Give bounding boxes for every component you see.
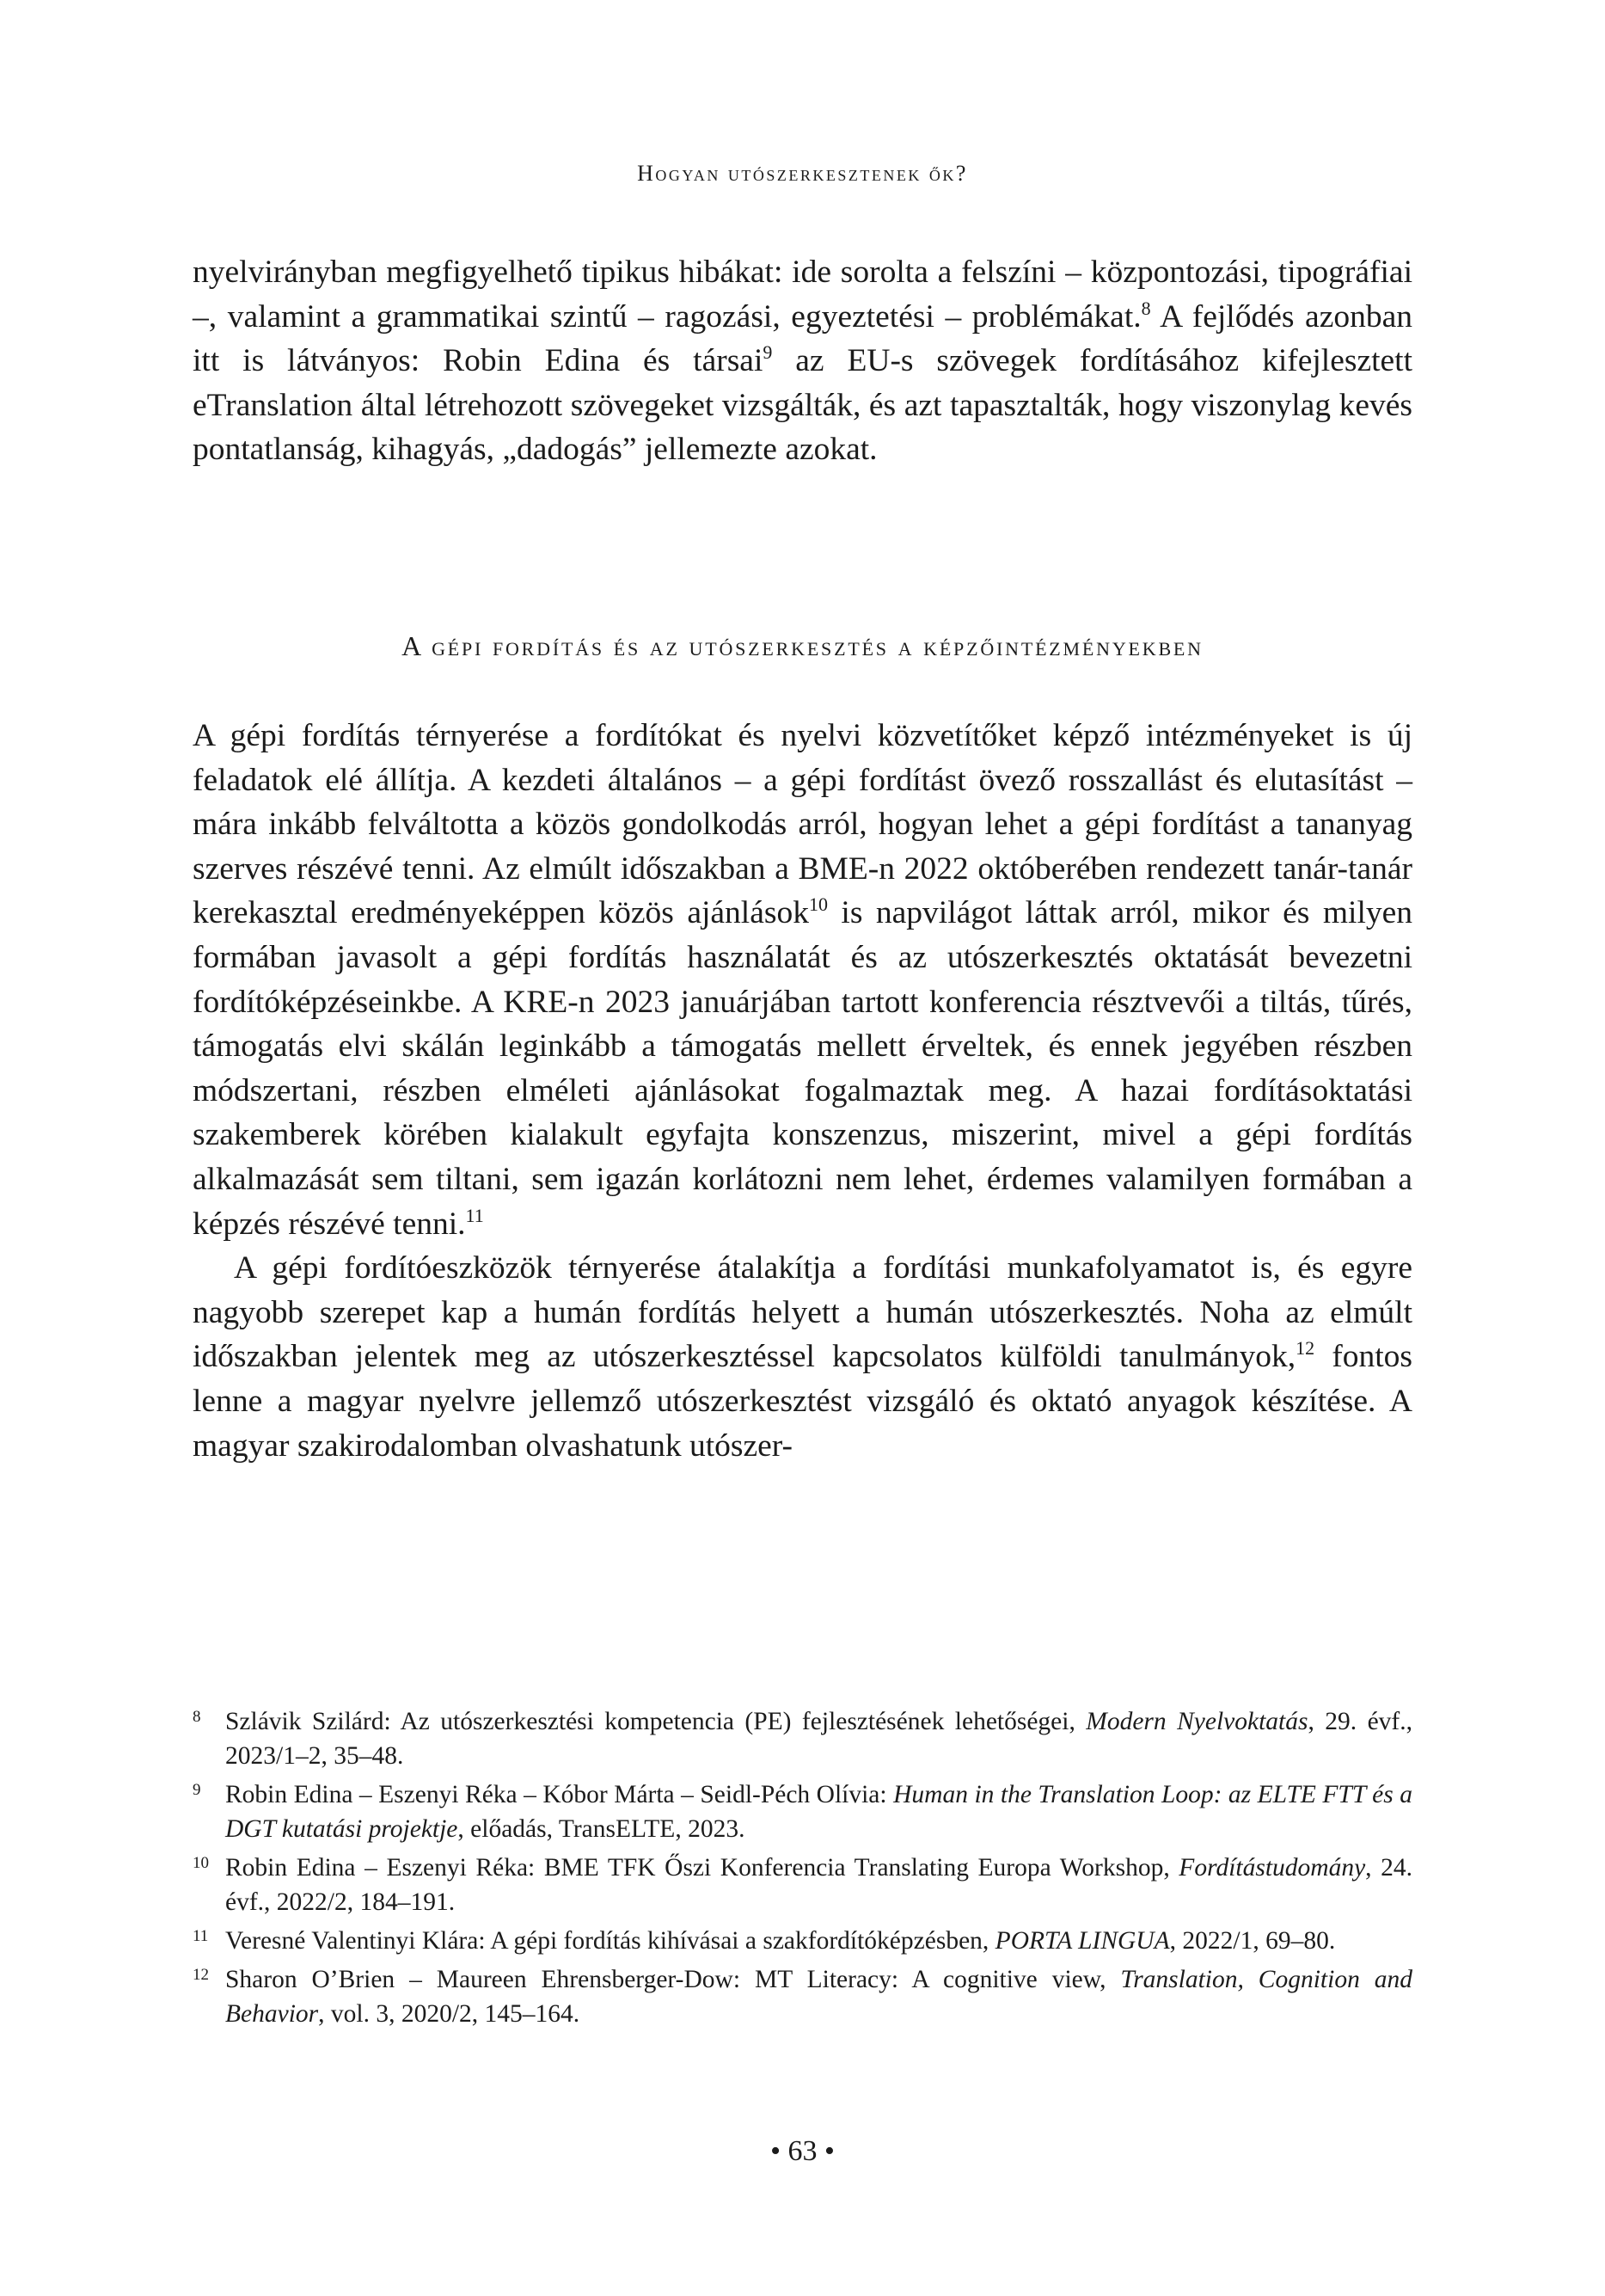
footnote-text: Veresné Valentinyi Klára: A gépi fordítás kihívásai a szakfordítóképzésben, — [225, 1927, 995, 1955]
text-run: is napvilágot láttak arról, mikor és milyen formában javasolt a gépi fordítás használatát és az utószerkesztés oktatását bevezetni fordítóképzéseinkbe. A KRE-n 2023 januárjában tartott konferencia résztvevői a tiltás, tűrés, támogatás elvi skálán leginkább a támogatás mellett érveltek, és ennek jegyében részben módszertani, részben elméleti ajánlásokat fogalmaztak meg. A hazai fordításoktatási szakemberek körében kialakult egyfajta konszenzus, miszerint, mivel a gépi fordítás alkalmazását sem tiltani, sem igazán korlátozni nem lehet, érdemes valamilyen formában a képzés részévé tenni. — [193, 895, 1413, 1242]
footnote-text: , 29. évf., 2023/1–2, 35–48. — [225, 1708, 1412, 1770]
footnote-number: 8 — [193, 1708, 201, 1726]
footnote-text: Robin Edina – Eszenyi Réka – Kóbor Márta – Seidl-Péch Olívia: — [225, 1781, 894, 1808]
text-run: A gépi fordítóeszközök térnyerése átalakítja a fordítási munkafolyamatot is, és egyre nagyobb szerepet kap a humán fordítás helyett a humán utószerkesztés. Noha az elmúlt időszakban jelentek meg az utószerkesztéssel kapcsolatos külföldi tanulmányok, — [193, 1250, 1412, 1375]
footnote — [193, 1924, 1412, 1958]
running-head: Hogyan utószerkesztenek ők? — [637, 161, 968, 186]
footnote-text: , 2022/1, 69–80. — [1169, 1927, 1336, 1955]
footnote-ref[interactable]: 9 — [763, 341, 773, 364]
footnote — [193, 1962, 1412, 2031]
footnote-text: , 24. évf., 2022/2, 184–191. — [225, 1854, 1413, 1916]
footnote-text: Szlávik Szilárd: Az utószerkesztési kompetencia (PE) fejlesztésének lehetőségei, — [225, 1708, 1087, 1735]
footnote-title: Modern Nyelvoktatás — [1086, 1708, 1308, 1735]
footnote-text: , vol. 3, 2020/2, 145–164. — [318, 2000, 580, 2028]
footnote — [193, 1777, 1412, 1846]
paragraph — [193, 714, 1412, 1246]
footnote-number: 10 — [193, 1854, 209, 1872]
section-heading: A gépi fordítás és az utószerkesztés a képzőintézményekben — [401, 630, 1204, 661]
footnote-text: Robin Edina – Eszenyi Réka: BME TFK Őszi Konferencia Translating Europa Workshop, — [225, 1854, 1179, 1882]
footnote-title: Fordítástudomány — [1179, 1854, 1366, 1882]
body-text-top — [193, 250, 1412, 472]
footnote-title: Human in the Translation Loop: az ELTE FTT és a DGT kutatási projektje — [225, 1781, 1412, 1843]
footnote — [193, 1704, 1412, 1773]
footnote-ref[interactable]: 8 — [1141, 297, 1151, 319]
footnote — [193, 1851, 1412, 1919]
footnote-ref[interactable]: 11 — [465, 1204, 484, 1226]
footnote-text: Sharon O’Brien – Maureen Ehrensberger-Dow: MT Literacy: A cognitive view, — [225, 1966, 1121, 1993]
footnote-number: 9 — [193, 1781, 201, 1799]
footnote-title: Translation, Cognition and Behavior — [225, 1966, 1412, 2028]
text-run: A fejlődés azonban itt is látványos: Robin Edina és társai — [193, 298, 1412, 379]
text-run: A gépi fordítás térnyerése a fordítókat és nyelvi közvetítőket képző intézményeket is új feladatok elé állítja. A kezdeti általános – a gépi fordítást övező rosszallást és elutasítást – mára inkább felváltotta a közös gondolkodás arról, hogyan lehet a gépi fordítást a tananyag szerves részévé tenni. Az elmúlt időszakban a BME-n 2022 októberében rendezett tanár-tanár kerekasztal eredményeképpen közös ajánlások — [193, 718, 1412, 931]
footnote-ref[interactable]: 10 — [808, 893, 828, 916]
page-number: • 63 • — [770, 2135, 835, 2167]
footnote-number: 12 — [193, 1966, 209, 1984]
body-text-main — [193, 714, 1412, 1468]
text-run: fontos lenne a magyar nyelvre jellemző utószerkesztést vizsgáló és oktató anyagok készítése. A magyar szakirodalomban olvashatunk utószer- — [193, 1339, 1413, 1464]
footnote-ref[interactable]: 12 — [1296, 1337, 1315, 1360]
paragraph — [193, 1246, 1412, 1468]
footnote-text: , előadás, TransELTE, 2023. — [457, 1815, 745, 1843]
footnotes — [193, 1704, 1412, 2035]
paragraph — [193, 250, 1412, 472]
footnote-title: PORTA LINGUA — [995, 1927, 1170, 1955]
text-run: nyelvirányban megfigyelhető tipikus hibákat: ide sorolta a felszíni – központozási, tipográfiai –, valamint a grammatikai szintű – ragozási, egyeztetési – problémákat. — [193, 255, 1412, 335]
footnote-number: 11 — [193, 1927, 209, 1945]
text-run: az EU-s szövegek fordításához kifejlesztett eTranslation által létrehozott szövegeket vizsgálták, és azt tapasztalták, hogy viszonylag kevés pontatlanság, kihagyás, „dadogás” jellemezte azokat. — [193, 343, 1412, 468]
